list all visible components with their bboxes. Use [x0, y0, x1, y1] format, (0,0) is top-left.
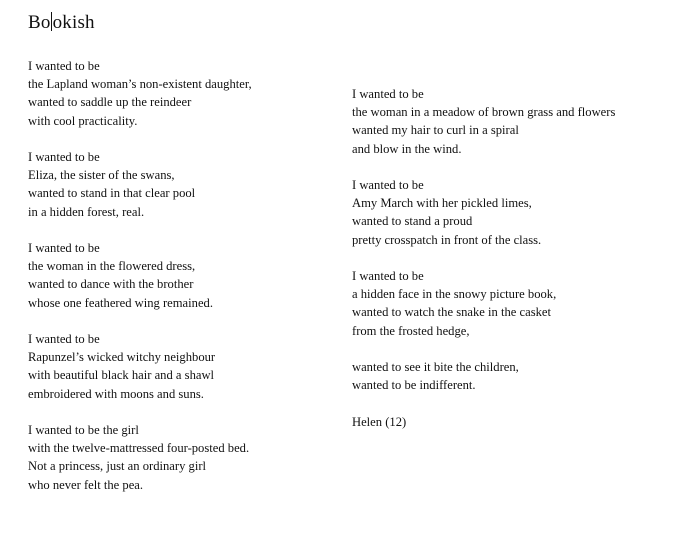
poem-line: wanted to stand a proud: [352, 214, 473, 229]
stanza: [28, 239, 252, 312]
poem-line: Rapunzel’s wicked witchy neighbour: [28, 350, 216, 365]
stanza: [352, 358, 615, 394]
poem-line: Eliza, the sister of the swans,: [28, 168, 175, 183]
poem-line: the woman in a meadow of brown grass and flowers: [352, 105, 616, 120]
stanza: [352, 267, 615, 340]
poem-line: wanted to saddle up the reindeer: [28, 95, 192, 110]
poem-title: [28, 11, 95, 35]
poem-line: I wanted to be: [352, 87, 424, 101]
poem-line: I wanted to be: [28, 332, 100, 346]
poem-line: with beautiful black hair and a shawl: [28, 368, 215, 383]
poem-line: I wanted to be: [28, 59, 100, 73]
stanza: [352, 85, 615, 158]
poem-line: with the twelve-mattressed four-posted bed.: [28, 441, 250, 456]
title-text-start: Bo: [28, 12, 51, 33]
poem-line: wanted to stand in that clear pool: [28, 186, 196, 201]
stanza: [28, 148, 252, 221]
poem-line: and blow in the wind.: [352, 141, 462, 156]
poem-line: embroidered with moons and suns.: [28, 386, 204, 401]
title-text-end: okish: [52, 12, 95, 33]
author-credit: [352, 413, 615, 431]
poem-line: wanted to dance with the brother: [28, 277, 194, 292]
poem-line: from the frosted hedge,: [352, 323, 470, 338]
poem-line: with cool practicality.: [28, 113, 138, 128]
poem-line: in a hidden forest, real.: [28, 204, 145, 219]
poem-line: pretty crosspatch in front of the class.: [352, 232, 542, 247]
poem-line: I wanted to be the girl: [28, 423, 139, 437]
stanza: [28, 57, 252, 130]
poem-right-column: [352, 85, 615, 449]
poem-line: wanted to be indifferent.: [352, 378, 476, 393]
poem-line: Amy March with her pickled limes,: [352, 196, 532, 211]
poem-line: the Lapland woman’s non-existent daughter,: [28, 77, 252, 92]
poem-left-column: [28, 57, 252, 512]
poem-line: a hidden face in the snowy picture book,: [352, 287, 557, 302]
poem-line: I wanted to be: [28, 150, 100, 164]
poem-line: who never felt the pea.: [28, 477, 144, 492]
poem-line: I wanted to be: [28, 241, 100, 255]
stanza: [352, 176, 615, 249]
poem-line: wanted my hair to curl in a spiral: [352, 123, 519, 138]
stanza: [28, 421, 252, 494]
stanza: [28, 330, 252, 403]
poem-line: I wanted to be: [352, 178, 424, 192]
poem-line: whose one feathered wing remained.: [28, 295, 213, 310]
poem-line: wanted to watch the snake in the casket: [352, 305, 551, 320]
author-line: Helen (12): [352, 414, 407, 429]
poem-line: the woman in the flowered dress,: [28, 259, 196, 274]
poem-line: I wanted to be: [352, 269, 424, 283]
poem-line: wanted to see it bite the children,: [352, 360, 519, 374]
poem-line: Not a princess, just an ordinary girl: [28, 459, 207, 474]
